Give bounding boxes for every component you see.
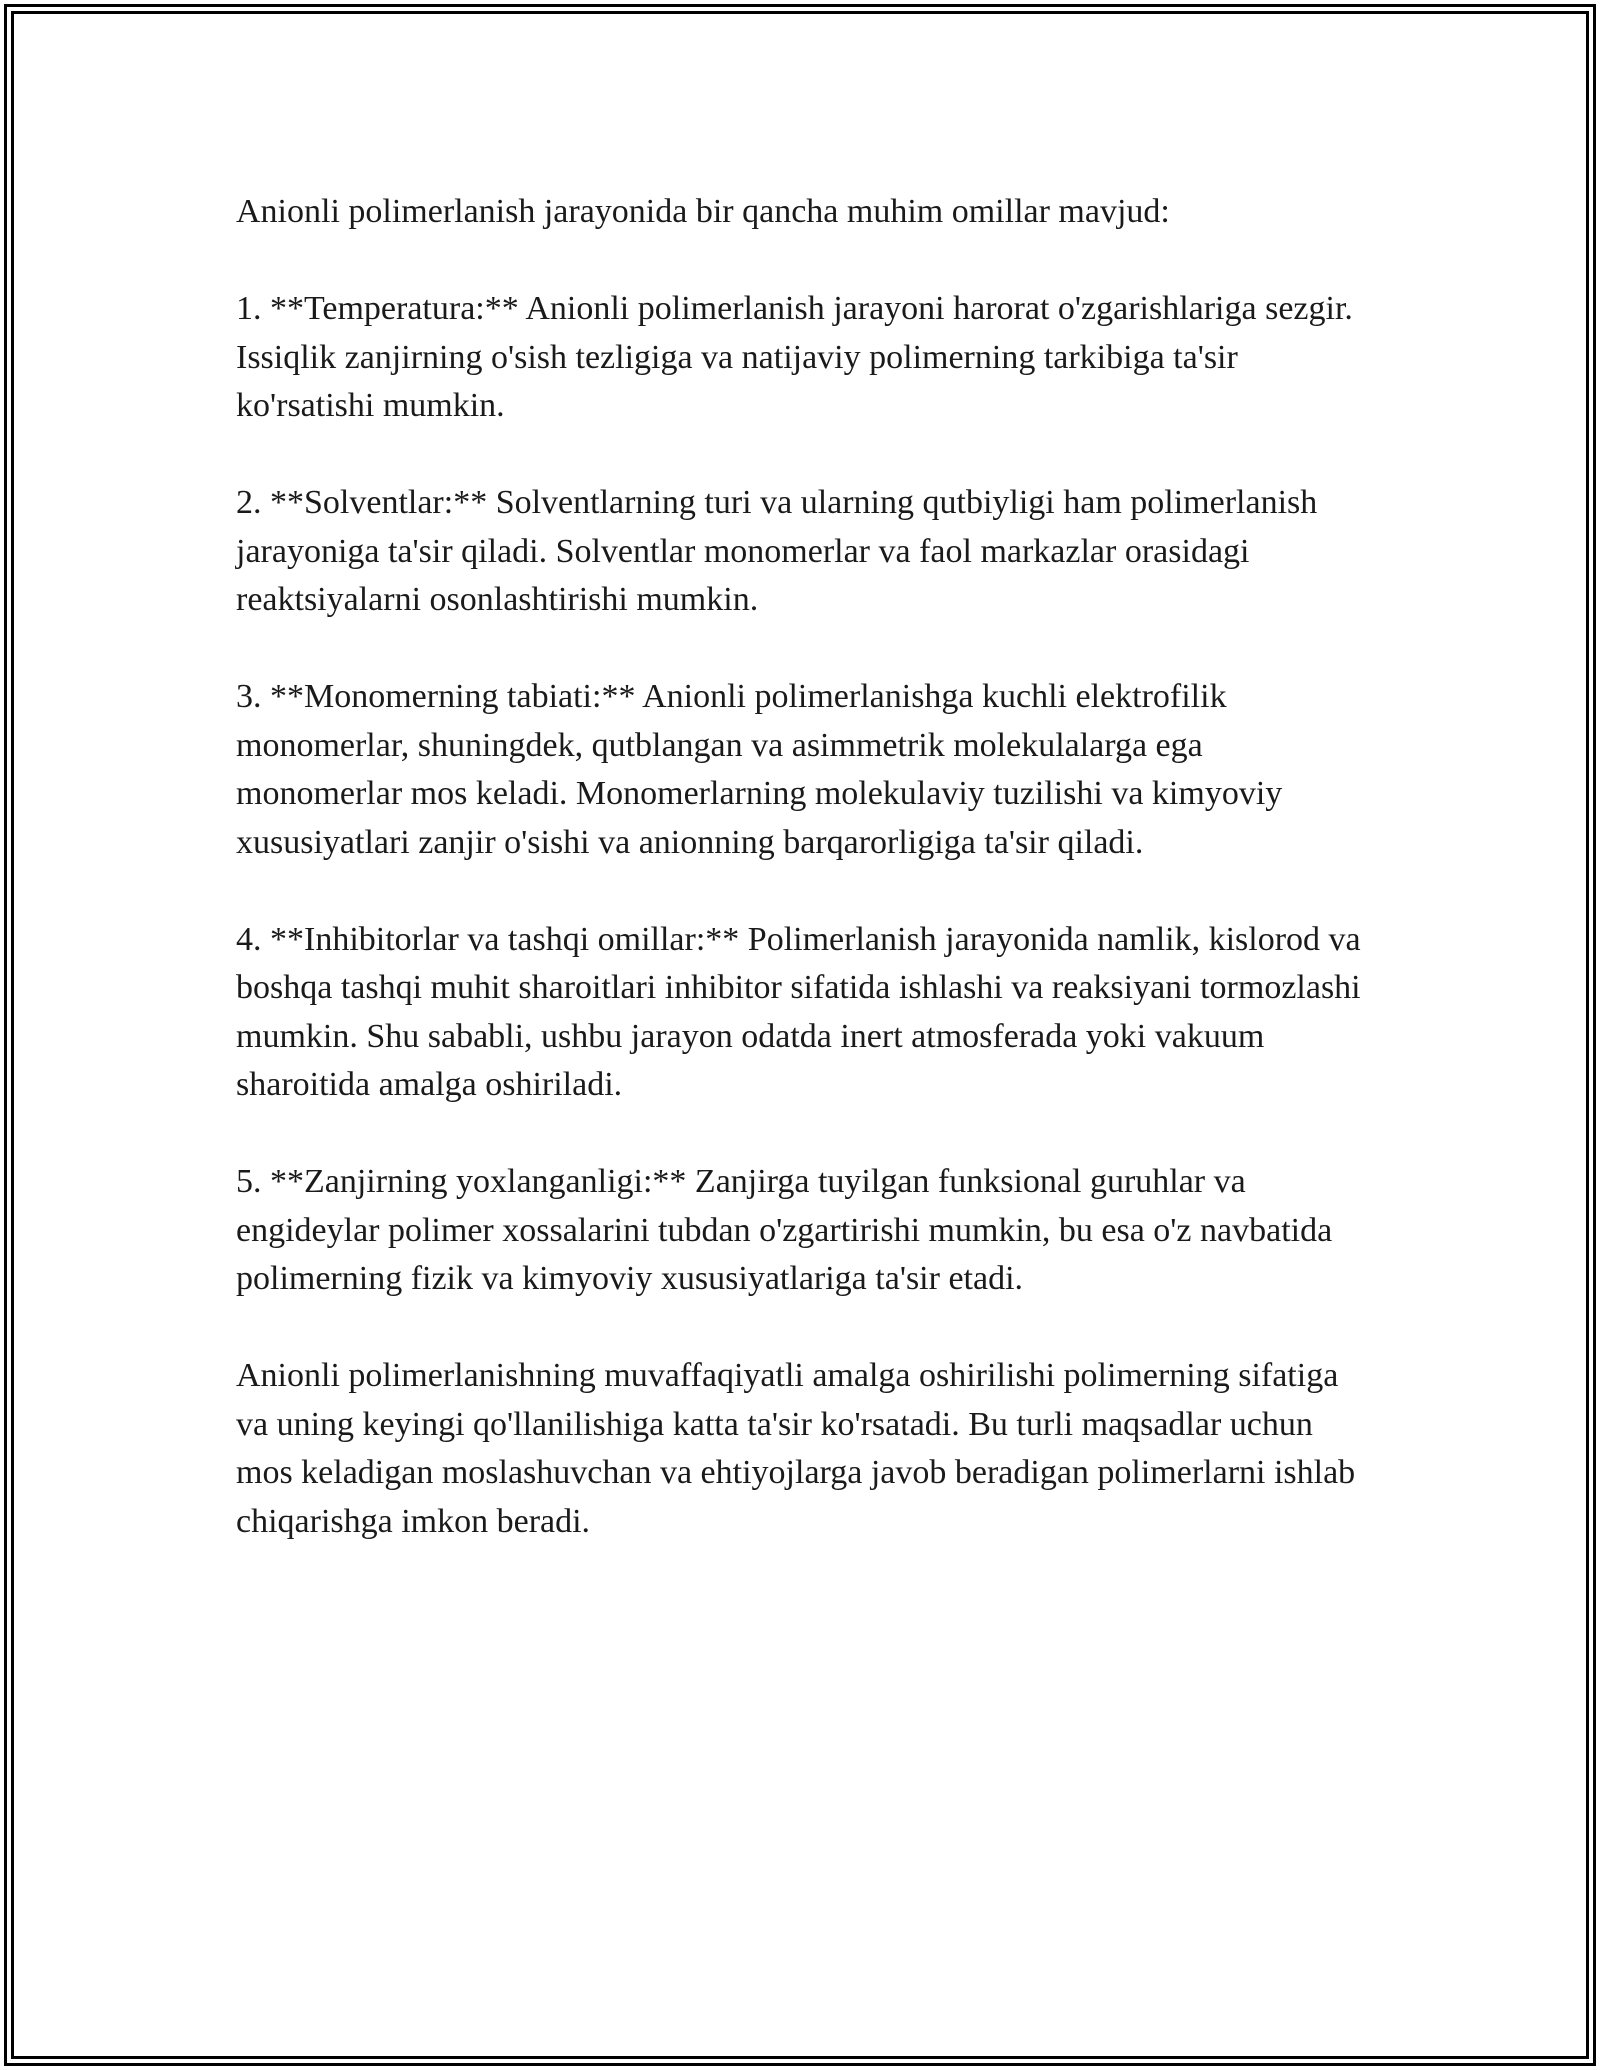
list-item-solventlar: 2. **Solventlar:** Solventlarning turi va ularning qutbiyligi ham polimerlanish jarayoniga ta'sir qiladi. Solventlar monomerlar va faol markazlar orasidagi reaktsiyalarni osonlashtirishi mumkin. — [236, 484, 1318, 618]
list-item-monomerning-tabiati: 3. **Monomerning tabiati:** Anionli polimerlanishga kuchli elektrofilik monomerlar, shuningdek, qutblangan va asimmetrik molekulalarga ega monomerlar mos keladi. Monomerlarning molekulaviy tuzilishi va kimyoviy xususiyatlari zanjir o'sishi va anionning barqarorligiga ta'sir qiladi. — [236, 678, 1283, 861]
list-item-temperatura: 1. **Temperatura:** Anionli polimerlanish jarayoni harorat o'zgarishlariga sezgir. Issiqlik zanjirning o'sish tezligiga va natijaviy polimerning tarkibiga ta'sir ko'rsatishi mumkin. — [236, 290, 1353, 424]
conclusion-paragraph: Anionli polimerlanishning muvaffaqiyatli amalga oshirilishi polimerning sifatiga va uning keyingi qo'llanilishiga katta ta'sir ko'rsatadi. Bu turli maqsadlar uchun mos keladigan moslashuvchan va ehtiyojlarga javob beradigan polimerlarni ishlab chiqarishga imkon beradi. — [236, 1357, 1356, 1540]
list-item-zanjirning-yoxlanganligi: 5. **Zanjirning yoxlanganligi:** Zanjirga tuyilgan funksional guruhlar va engideylar polimer xossalarini tubdan o'zgartirishi mumkin, bu esa o'z navbatida polimerning fizik va kimyoviy xususiyatlariga ta'sir etadi. — [236, 1163, 1333, 1297]
list-item-inhibitorlar: 4. **Inhibitorlar va tashqi omillar:** Polimerlanish jarayonida namlik, kislorod va boshqa tashqi muhit sharoitlari inhibitor sifatida ishlashi va reaksiyani tormozlashi mumkin. Shu sababli, ushbu jarayon odatda inert atmosferada yoki vakuum sharoitida amalga oshiriladi. — [236, 920, 1361, 1103]
document-body — [236, 188, 1376, 1546]
intro-paragraph: Anionli polimerlanish jarayonida bir qancha muhim omillar mavjud: — [236, 193, 1170, 230]
